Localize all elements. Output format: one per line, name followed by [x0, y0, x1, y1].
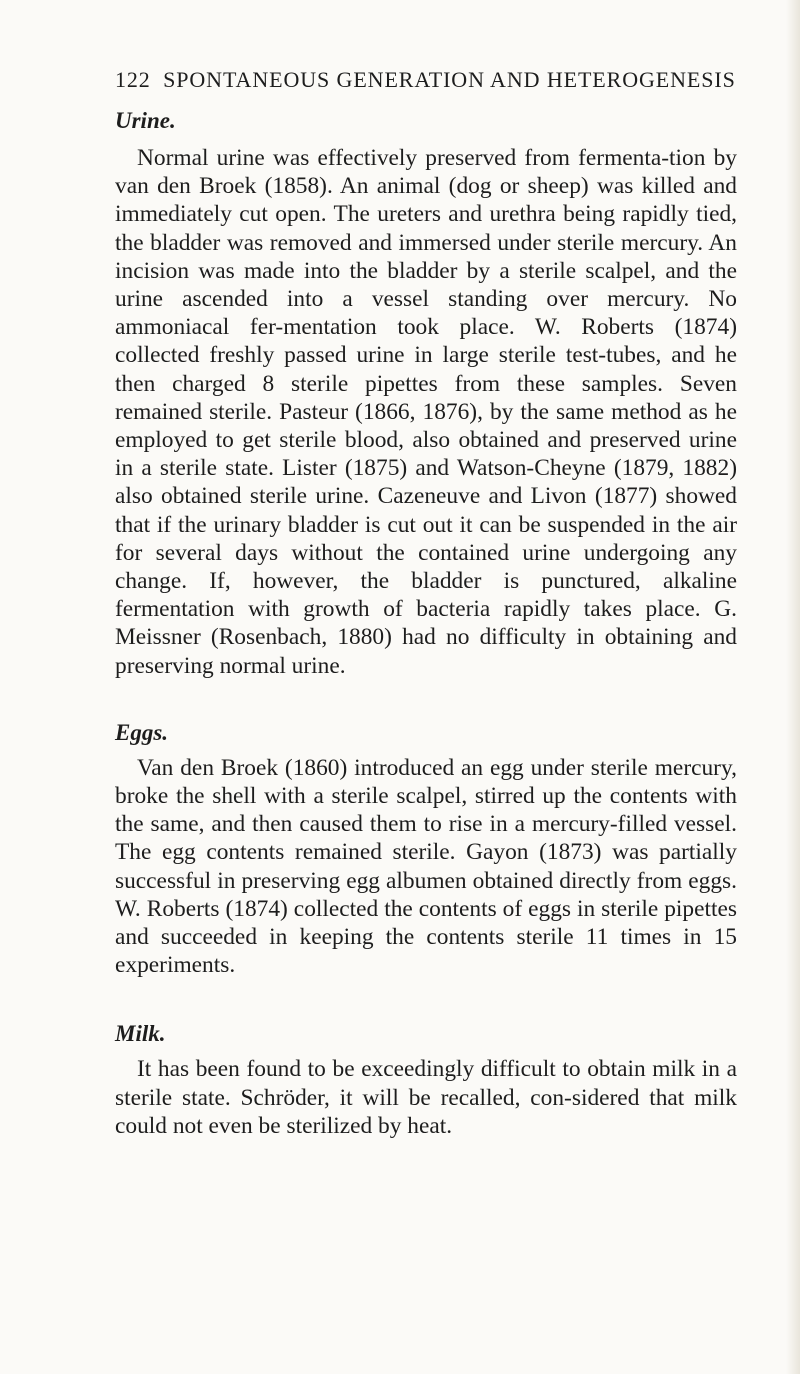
- section-heading-eggs: Eggs.: [115, 719, 169, 745]
- section-heading-milk: Milk.: [115, 1021, 166, 1047]
- page-edge-shadow: [786, 0, 800, 1374]
- section-heading-urine: Urine.: [115, 108, 176, 133]
- paragraph-urine: Normal urine was effectively preserved from fermenta-tion by van den Broek (1858). An animal (dog or sheep) was killed and immediately cut open. The ureters and urethra being rapidly tied, the bladder was removed and immersed under sterile mercury. An incision was made into the bladder by a sterile scalpel, and the urine ascended into a vessel standing over mercury. No ammoniacal fer-mentation took place. W. Roberts (1874) collected freshly passed urine in large sterile test-tubes, and he then charged 8 sterile pipettes from these samples. Seven remained sterile. Pasteur (1866, 1876), by the same method as he employed to get sterile blood, also obtained and preserved urine in a sterile state. Lister (1875) and Watson-Cheyne (1879, 1882) also obtained sterile urine. Cazeneuve and Livon (1877) showed that if the urinary bladder is cut out it can be suspended in the air for several days without the contained urine undergoing any change. If, however, the bladder is punctured, alkaline fermentation with growth of bacteria rapidly takes place. G. Meissner (Rosenbach, 1880) had no difficulty in obtaining and preserving normal urine.: [115, 145, 737, 679]
- paragraph-milk: It has been found to be exceedingly difficult to obtain milk in a sterile state. Schröder, it will be recalled, con-sidered that milk could not even be sterilized by heat.: [115, 1056, 737, 1139]
- page-number: 122: [115, 67, 151, 92]
- running-title: SPONTANEOUS GENERATION AND HETEROGENESIS: [163, 67, 736, 92]
- running-header: [115, 66, 737, 94]
- book-page: [115, 66, 737, 1140]
- paragraph-eggs: Van den Broek (1860) introduced an egg under sterile mercury, broke the shell with a sterile scalpel, stirred up the contents with the same, and then caused them to rise in a mercury-filled vessel. The egg contents remained sterile. Gayon (1873) was partially successful in preserving egg albumen obtained directly from eggs. W. Roberts (1874) collected the contents of eggs in sterile pipettes and succeeded in keeping the contents sterile 11 times in 15 experiments.: [115, 754, 737, 979]
